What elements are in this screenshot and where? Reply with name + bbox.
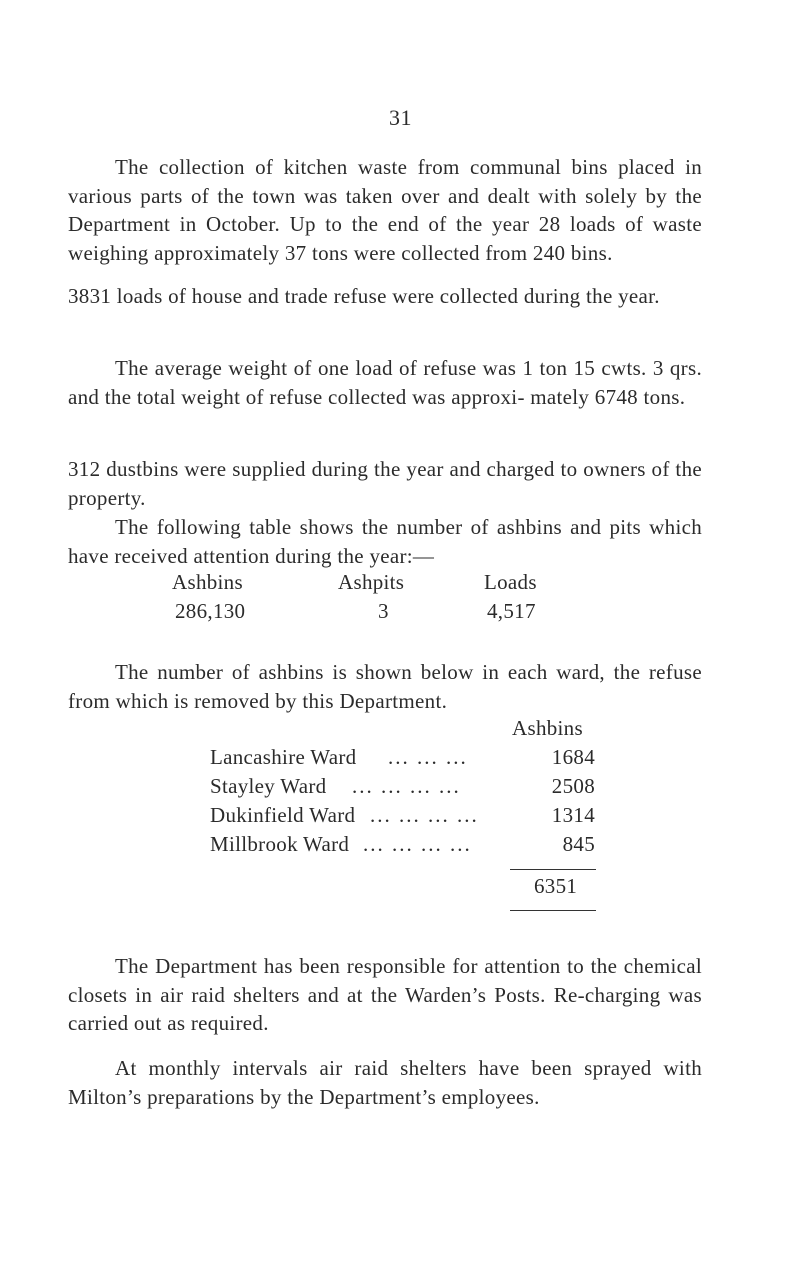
ward-leader-dots: ... ... ... ... — [363, 832, 472, 856]
summary-value-ashbins: 286,130 — [175, 599, 246, 623]
paragraph-refuse-loads: 3831 loads of house and trade refuse were collected during the year. — [68, 284, 660, 308]
ward-row-dukinfield — [210, 803, 595, 833]
ward-row-lancashire — [210, 745, 595, 775]
ward-value: 845 — [562, 832, 595, 856]
ward-name: Dukinfield Ward — [210, 803, 356, 827]
total-rule-top — [510, 869, 596, 870]
summary-table-value-row — [0, 599, 801, 629]
ward-name: Stayley Ward — [210, 774, 327, 798]
ward-row-millbrook — [210, 832, 595, 862]
ward-leader-dots: ... ... ... — [388, 745, 468, 769]
summary-header-ashpits: Ashpits — [338, 570, 405, 594]
ward-leader-dots: ... ... ... ... — [352, 774, 461, 798]
paragraph-dustbins: 312 dustbins were supplied during the year and charged to owners of the property. — [68, 457, 702, 510]
ward-total: 6351 — [534, 874, 578, 898]
paragraph-spraying: At monthly intervals air raid shelters have been sprayed with Milton’s preparations by the Department’s employees. — [68, 1056, 702, 1109]
summary-header-ashbins: Ashbins — [172, 570, 243, 594]
paragraph-kitchen-waste: The collection of kitchen waste from communal bins placed in various parts of the town was taken over and dealt with solely by the Department in October. Up to the end of the year 28 loads of waste weighing approximately 37 tons were collected from 240 bins. — [68, 155, 702, 266]
summary-header-loads: Loads — [484, 570, 537, 594]
total-rule-bottom — [510, 910, 596, 911]
page-number: 31 — [389, 105, 412, 130]
summary-value-ashpits: 3 — [378, 599, 389, 623]
ward-value: 2508 — [551, 774, 595, 798]
ward-row-stayley — [210, 774, 595, 804]
paragraph-table-intro: The following table shows the number of ashbins and pits which have received attention during the year:— — [68, 515, 702, 568]
paragraph-average-weight: The average weight of one load of refuse was 1 ton 15 cwts. 3 qrs. and the total weight of refuse collected was approxi- mately 6748 tons. — [68, 356, 702, 409]
ward-name: Lancashire Ward — [210, 745, 357, 769]
summary-value-loads: 4,517 — [487, 599, 536, 623]
paragraph-chemical-closets: The Department has been responsible for attention to the chemical closets in air raid shelters and at the Warden’s Posts. Re-charging was carried out as required. — [68, 954, 702, 1036]
ward-value: 1314 — [551, 803, 595, 827]
ward-name: Millbrook Ward — [210, 832, 350, 856]
ward-leader-dots: ... ... ... ... — [370, 803, 479, 827]
ward-table-header: Ashbins — [512, 716, 583, 740]
summary-table-header-row — [0, 570, 801, 600]
paragraph-ward-intro: The number of ashbins is shown below in each ward, the refuse from which is removed by this Department. — [68, 660, 702, 713]
ward-value: 1684 — [551, 745, 595, 769]
